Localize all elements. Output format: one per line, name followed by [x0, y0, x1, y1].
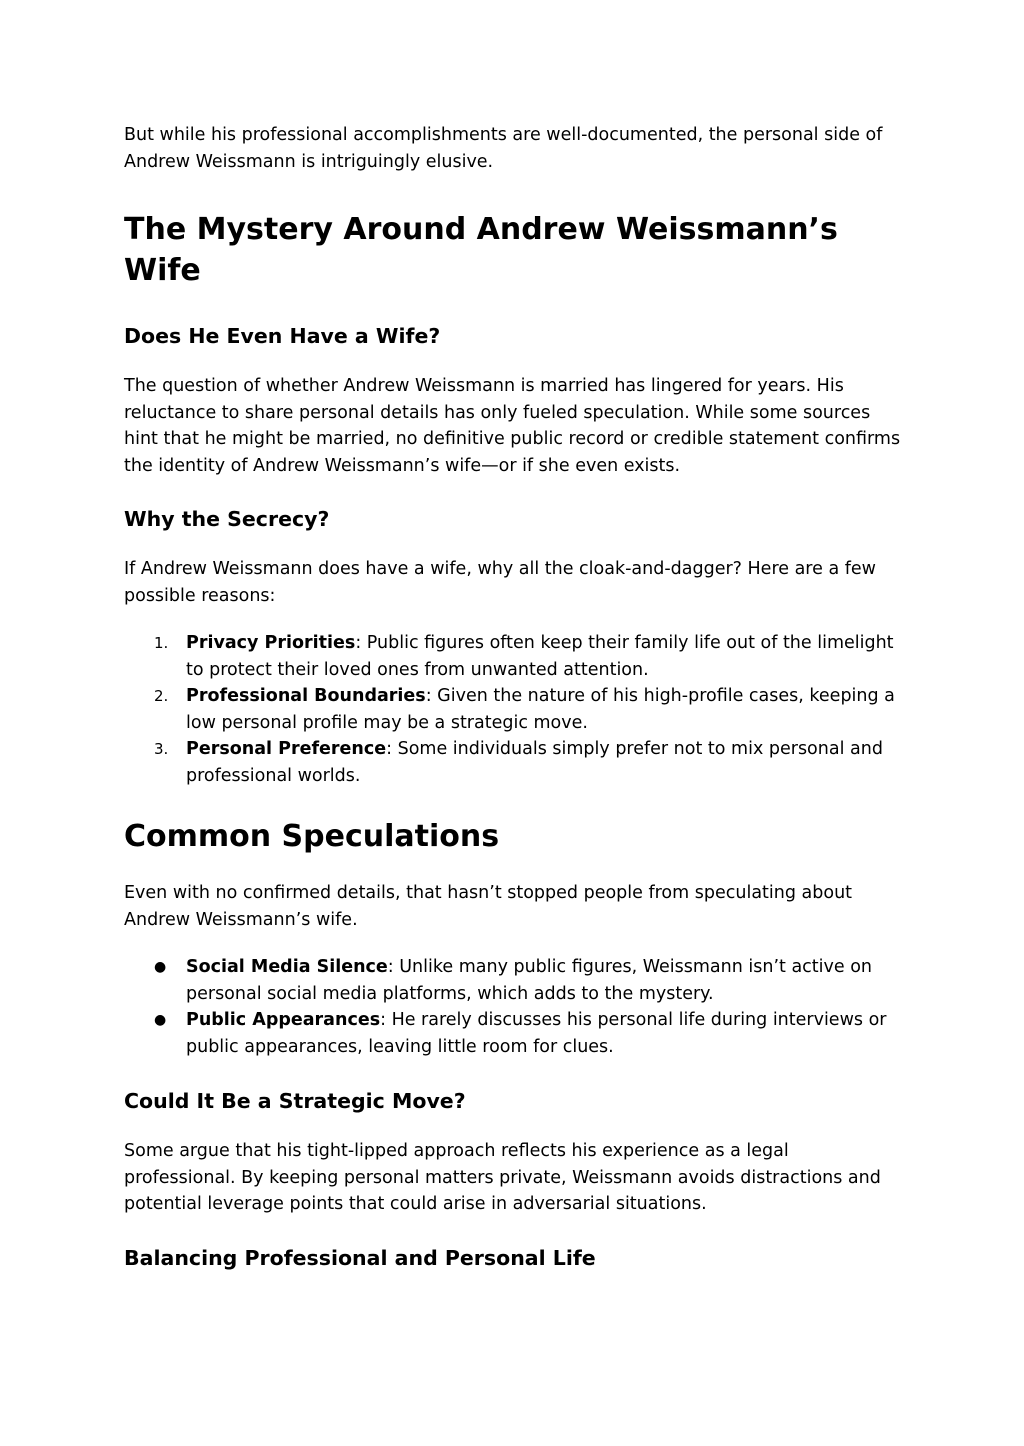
paragraph-strategic: Some argue that his tight-lipped approach reflects his experience as a legal professional. By keeping personal matters private, Weissmann avoids distractions and potential leverage points that could arise in adversarial situations. — [124, 1141, 881, 1214]
list-item-desc: : Public figures often keep their family life out of the limelight to protect their loved ones from unwanted attention. — [186, 633, 894, 680]
paragraph-secrecy: If Andrew Weissmann does have a wife, why all the cloak-and-dagger? Here are a few possible reasons: — [124, 559, 876, 606]
list-item-desc: : He rarely discusses his personal life during interviews or public appearances, leaving little room for clues. — [186, 1010, 887, 1057]
list-item — [124, 1007, 904, 1060]
subheading-secrecy: Why the Secrecy? — [124, 507, 330, 531]
bullet-icon: ● — [154, 1012, 167, 1028]
list-item-desc: : Unlike many public figures, Weissmann isn’t active on personal social media platforms, which adds to the mystery. — [186, 957, 873, 1004]
list-number: 1. — [154, 634, 169, 652]
list-item — [124, 954, 904, 1007]
document-page — [124, 122, 904, 1272]
paragraph-wife: The question of whether Andrew Weissmann is married has lingered for years. His reluctance to share personal details has only fueled speculation. While some sources hint that he might be married, no definitive public record or credible statement confirms the identity of Andrew Weissmann’s wife—or if she even exists. — [124, 376, 901, 476]
list-number: 2. — [154, 687, 169, 705]
list-item-term: Privacy Priorities — [186, 633, 356, 653]
list-item-desc: : Given the nature of his high-profile cases, keeping a low personal profile may be a strategic move. — [186, 686, 895, 733]
list-item-term: Personal Preference — [186, 739, 387, 759]
intro-paragraph: But while his professional accomplishments are well-documented, the personal side of Andrew Weissmann is intriguingly elusive. — [124, 125, 883, 172]
list-item-term: Social Media Silence — [186, 957, 388, 977]
list-item — [124, 736, 904, 789]
list-item-term: Public Appearances — [186, 1010, 381, 1030]
speculations-list — [124, 954, 904, 1060]
reasons-list — [124, 630, 904, 789]
heading-speculations: Common Speculations — [124, 819, 500, 854]
list-item-term: Professional Boundaries — [186, 686, 426, 706]
bullet-icon: ● — [154, 959, 167, 975]
heading-mystery: The Mystery Around Andrew Weissmann’s Wife — [124, 212, 838, 288]
subheading-balancing: Balancing Professional and Personal Life — [124, 1245, 596, 1270]
list-item-desc: : Some individuals simply prefer not to mix personal and professional worlds. — [186, 739, 883, 786]
paragraph-speculations: Even with no confirmed details, that hasn’t stopped people from speculating about Andrew Weissmann’s wife. — [124, 883, 853, 930]
subheading-strategic: Could It Be a Strategic Move? — [124, 1089, 466, 1113]
list-item — [124, 630, 904, 683]
list-number: 3. — [154, 740, 169, 758]
subheading-wife: Does He Even Have a Wife? — [124, 324, 441, 348]
list-item — [124, 683, 904, 736]
